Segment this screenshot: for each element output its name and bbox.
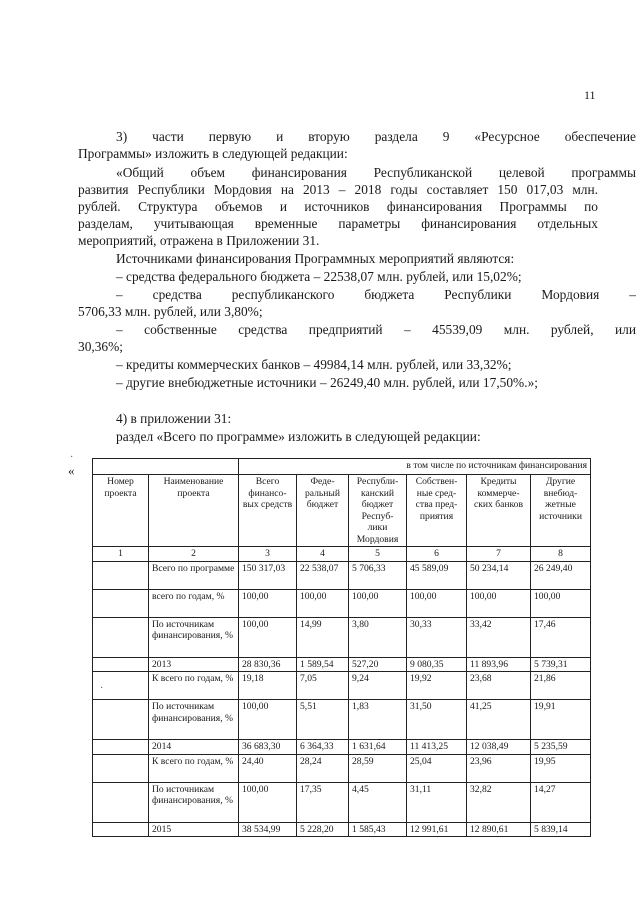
value-cell: 7,05 — [297, 672, 349, 700]
item4-line1: 4) в приложении 31: — [116, 411, 232, 426]
value-cell: 31,50 — [407, 700, 467, 740]
value-cell: 28,59 — [349, 754, 407, 782]
header-own-funds: Собствен-ные сред-ства пред-приятия — [407, 475, 467, 547]
col-number: 5 — [349, 547, 407, 562]
header-other-sources: Другие внебюд-жетные источники — [531, 475, 591, 547]
project-name-cell: 2015 — [149, 822, 239, 837]
value-cell: 19,95 — [531, 754, 591, 782]
value-cell: 6 364,33 — [297, 740, 349, 755]
project-name-cell: 2014 — [149, 740, 239, 755]
source-republic-line2: 5706,33 млн. рублей, или 3,80%; — [78, 304, 263, 319]
table-body — [93, 459, 591, 837]
header-total-funds: Всего финансо-вых средств — [239, 475, 297, 547]
project-number-cell — [93, 754, 149, 782]
value-cell: 26 249,40 — [531, 561, 591, 589]
value-cell: 24,40 — [239, 754, 297, 782]
value-cell: 100,00 — [531, 589, 591, 617]
value-cell: 5 739,31 — [531, 657, 591, 672]
project-number-cell — [93, 617, 149, 657]
value-cell: 14,27 — [531, 782, 591, 822]
table-row — [93, 672, 591, 700]
value-cell: 36 683,30 — [239, 740, 297, 755]
project-number-cell — [93, 561, 149, 589]
item3-para-line4: разделам, учитывающая временные параметры финансирования отдельных — [78, 216, 598, 231]
value-cell: 100,00 — [349, 589, 407, 617]
value-cell: 100,00 — [297, 589, 349, 617]
value-cell: 5 228,20 — [297, 822, 349, 837]
col-number: 2 — [149, 547, 239, 562]
table-group-header: в том числе по источникам финансирования — [239, 459, 591, 475]
item3-para-line1: «Общий объем финансирования Республиканской целевой программы — [116, 165, 636, 180]
value-cell: 32,82 — [467, 782, 531, 822]
value-cell: 9,24 — [349, 672, 407, 700]
value-cell: 23,96 — [467, 754, 531, 782]
value-cell: 100,00 — [407, 589, 467, 617]
value-cell: 19,92 — [407, 672, 467, 700]
value-cell: 150 317,03 — [239, 561, 297, 589]
value-cell: 5 706,33 — [349, 561, 407, 589]
value-cell: 11 413,25 — [407, 740, 467, 755]
project-name-cell: По источникам финансирования, % — [149, 617, 239, 657]
value-cell: 31,11 — [407, 782, 467, 822]
project-name-cell: 2013 — [149, 657, 239, 672]
value-cell: 100,00 — [467, 589, 531, 617]
item3-line2: Программы» изложить в следующей редакции: — [78, 146, 348, 161]
value-cell: 100,00 — [239, 617, 297, 657]
value-cell: 22 538,07 — [297, 561, 349, 589]
table-row — [93, 740, 591, 755]
header-republic-budget: Республи-канский бюджет Респуб-лики Мордовия — [349, 475, 407, 547]
value-cell: 33,42 — [467, 617, 531, 657]
value-cell: 11 893,96 — [467, 657, 531, 672]
project-number-cell — [93, 657, 149, 672]
value-cell: 28 830,36 — [239, 657, 297, 672]
table-row — [93, 782, 591, 822]
item3-para-line2: развития Республики Мордовия на 2013 – 2018 годы составляет 150 017,03 млн. — [78, 182, 598, 197]
item3-para-line3: рублей. Структура объемов и источников финансирования Программы по — [78, 199, 598, 214]
header-federal-budget: Феде-ральный бюджет — [297, 475, 349, 547]
value-cell: 5 839,14 — [531, 822, 591, 837]
table-column-numbers-row — [93, 547, 591, 562]
value-cell: 50 234,14 — [467, 561, 531, 589]
value-cell: 25,04 — [407, 754, 467, 782]
project-number-cell — [93, 740, 149, 755]
table-row — [93, 561, 591, 589]
table-row — [93, 754, 591, 782]
value-cell: 100,00 — [239, 589, 297, 617]
project-name-cell: К всего по годам, % — [149, 672, 239, 700]
value-cell: 12 038,49 — [467, 740, 531, 755]
value-cell: 45 589,09 — [407, 561, 467, 589]
col-number: 1 — [93, 547, 149, 562]
value-cell: 3,80 — [349, 617, 407, 657]
table-row — [93, 657, 591, 672]
value-cell: 21,86 — [531, 672, 591, 700]
value-cell: 100,00 — [239, 700, 297, 740]
value-cell: 5 235,59 — [531, 740, 591, 755]
value-cell: 23,68 — [467, 672, 531, 700]
table-blank-cell — [93, 459, 239, 475]
value-cell: 1 589,54 — [297, 657, 349, 672]
value-cell: 1 631,64 — [349, 740, 407, 755]
value-cell: 38 534,99 — [239, 822, 297, 837]
project-name-cell: По источникам финансирования, % — [149, 700, 239, 740]
value-cell: 1 585,43 — [349, 822, 407, 837]
value-cell: 14,99 — [297, 617, 349, 657]
value-cell: 19,91 — [531, 700, 591, 740]
page-number: 11 — [584, 88, 596, 102]
source-other: – другие внебюджетные источники – 26249,40 млн. рублей, или 17,50%.»; — [116, 375, 538, 390]
item3-para-line5: мероприятий, отражена в Приложении 31. — [78, 233, 320, 248]
table-row — [93, 700, 591, 740]
table-group-header-row — [93, 459, 591, 475]
col-number: 6 — [407, 547, 467, 562]
col-number: 3 — [239, 547, 297, 562]
col-number: 4 — [297, 547, 349, 562]
project-name-cell: всего по годам, % — [149, 589, 239, 617]
value-cell: 9 080,35 — [407, 657, 467, 672]
col-number: 7 — [467, 547, 531, 562]
source-own-line2: 30,36%; — [78, 339, 124, 354]
project-number-cell — [93, 782, 149, 822]
source-republic-line1: – средства республиканского бюджета Республики Мордовия – — [116, 287, 636, 302]
table-row — [93, 589, 591, 617]
project-name-cell: По источникам финансирования, % — [149, 782, 239, 822]
value-cell: 527,20 — [349, 657, 407, 672]
col-number: 8 — [531, 547, 591, 562]
value-cell: 12 991,61 — [407, 822, 467, 837]
value-cell: 41,25 — [467, 700, 531, 740]
value-cell: 17,46 — [531, 617, 591, 657]
header-project-number: Номер проекта — [93, 475, 149, 547]
value-cell: 1,83 — [349, 700, 407, 740]
project-name-cell: К всего по годам, % — [149, 754, 239, 782]
table-row — [93, 617, 591, 657]
value-cell: 100,00 — [239, 782, 297, 822]
value-cell: 4,45 — [349, 782, 407, 822]
value-cell: 28,24 — [297, 754, 349, 782]
table-row — [93, 822, 591, 837]
table-header-row — [93, 475, 591, 547]
item4-line2: раздел «Всего по программе» изложить в следующей редакции: — [116, 429, 481, 444]
project-number-cell — [93, 700, 149, 740]
value-cell: 30,33 — [407, 617, 467, 657]
stray-mark: · — [70, 452, 74, 463]
source-own-line1: – собственные средства предприятий – 45539,09 млн. рублей, или — [116, 322, 636, 337]
value-cell: 17,35 — [297, 782, 349, 822]
project-number-cell — [93, 589, 149, 617]
source-credits: – кредиты коммерческих банков – 49984,14 млн. рублей, или 33,32%; — [116, 357, 512, 372]
source-federal: – средства федерального бюджета – 22538,07 млн. рублей, или 15,02%; — [116, 269, 522, 284]
project-name-cell: Всего по программе — [149, 561, 239, 589]
value-cell: 5,51 — [297, 700, 349, 740]
financing-table — [92, 458, 591, 837]
header-project-name: Наименование проекта — [149, 475, 239, 547]
project-number-cell — [93, 822, 149, 837]
sources-intro: Источниками финансирования Программных мероприятий являются: — [116, 251, 515, 266]
value-cell: 19,18 — [239, 672, 297, 700]
stray-mark: · — [100, 683, 104, 694]
item3-line1: 3) части первую и вторую раздела 9 «Ресурсное обеспечение — [116, 129, 636, 144]
quote-open: « — [68, 463, 75, 478]
value-cell: 12 890,61 — [467, 822, 531, 837]
header-bank-credits: Кредиты коммерче-ских банков — [467, 475, 531, 547]
